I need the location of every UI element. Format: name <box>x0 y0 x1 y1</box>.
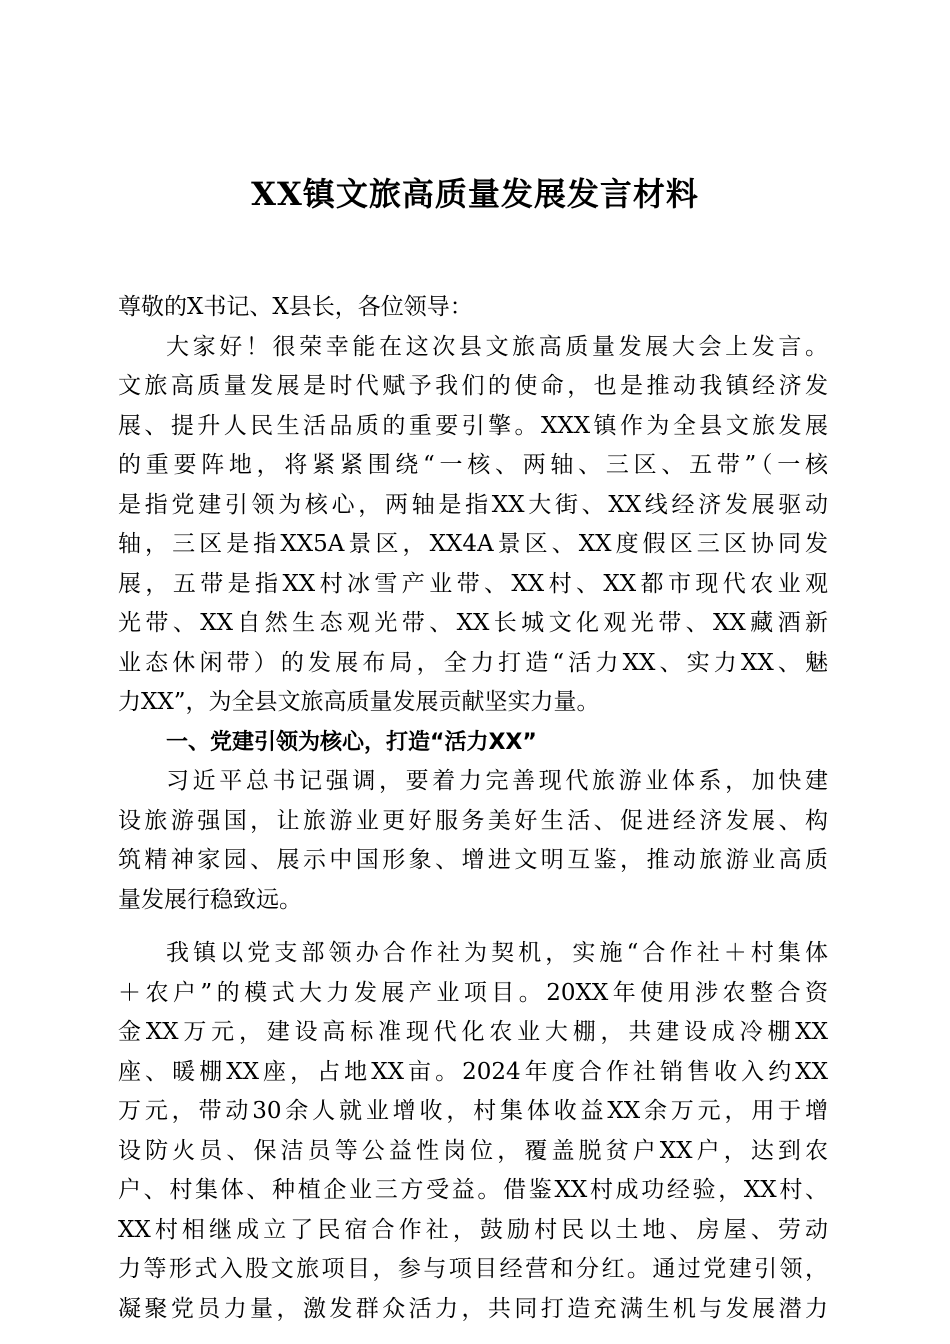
text-line: 量发展行稳致远。 <box>118 886 302 913</box>
paragraph-intro <box>118 328 828 723</box>
paragraph-cooperative <box>118 934 828 1329</box>
paragraph-spacer <box>118 920 828 934</box>
text-line: 力XX”，为全县文旅高质量发展贡献坚实力量。 <box>118 689 600 715</box>
greeting-line: 尊敬的X书记、X县长，各位领导： <box>118 294 473 320</box>
text-line: 的重要阵地，将紧紧围绕“一核、两轴、三区、五带”（一核 <box>118 452 828 478</box>
text-line: 大家好！很荣幸能在这次县文旅高质量发展大会上发言。 <box>166 333 828 360</box>
text-line: 万元，带动30余人就业增收，村集体收益XX余万元，用于增 <box>118 1098 828 1124</box>
section-heading: 一、党建引领为核心，打造“活力XX” <box>166 729 537 755</box>
text-line: XX村相继成立了民宿合作社，鼓励村民以土地、房屋、劳动 <box>118 1216 828 1243</box>
text-line: 我镇以党支部领办合作社为契机，实施“合作社＋村集体 <box>166 940 828 966</box>
text-line: ＋农户”的模式大力发展产业项目。20XX年使用涉农整合资 <box>118 979 828 1006</box>
text-line: 展，五带是指XX村冰雪产业带、XX村、XX都市现代农业观 <box>118 570 828 597</box>
text-line: 力等形式入股文旅项目，参与项目经营和分红。通过党建引领， <box>118 1256 828 1282</box>
document-title: XX镇文旅高质量发展发言材料 <box>251 175 699 213</box>
text-line: 设旅游强国，让旅游业更好服务美好生活、促进经济发展、构 <box>118 807 828 834</box>
text-line: 设防火员、保洁员等公益性岗位，覆盖脱贫户XX户，达到农 <box>118 1137 828 1164</box>
text-line: 光带、XX自然生态观光带、XX长城文化观光带、XX藏酒新 <box>118 610 828 636</box>
text-line: 是指党建引领为核心，两轴是指XX大街、XX线经济发展驱动 <box>118 491 828 518</box>
text-line: 习近平总书记强调，要着力完善现代旅游业体系，加快建 <box>166 768 828 794</box>
text-line: 业态休闲带）的发展布局，全力打造“活力XX、实力XX、魅 <box>118 649 828 676</box>
paragraph-quote <box>118 762 828 920</box>
text-line: 凝聚党员力量，激发群众活力，共同打造充满生机与发展潜力 <box>118 1295 828 1322</box>
text-line: 户、村集体、种植企业三方受益。借鉴XX村成功经验，XX村、 <box>118 1177 828 1203</box>
text-line: 轴，三区是指XX5A景区，XX4A景区、XX度假区三区协同发 <box>118 531 828 557</box>
text-line: 筑精神家园、展示中国形象、增进文明互鉴，推动旅游业高质 <box>118 847 828 873</box>
text-line: 展、提升人民生活品质的重要引擎。XXX镇作为全县文旅发展 <box>118 412 828 439</box>
document-body <box>118 288 828 1329</box>
text-line: 文旅高质量发展是时代赋予我们的使命，也是推动我镇经济发 <box>118 373 828 399</box>
text-line: 座、暖棚XX座，占地XX亩。2024年度合作社销售收入约XX <box>118 1058 828 1085</box>
text-line: 金XX万元，建设高标准现代化农业大棚，共建设成冷棚XX <box>118 1019 828 1045</box>
